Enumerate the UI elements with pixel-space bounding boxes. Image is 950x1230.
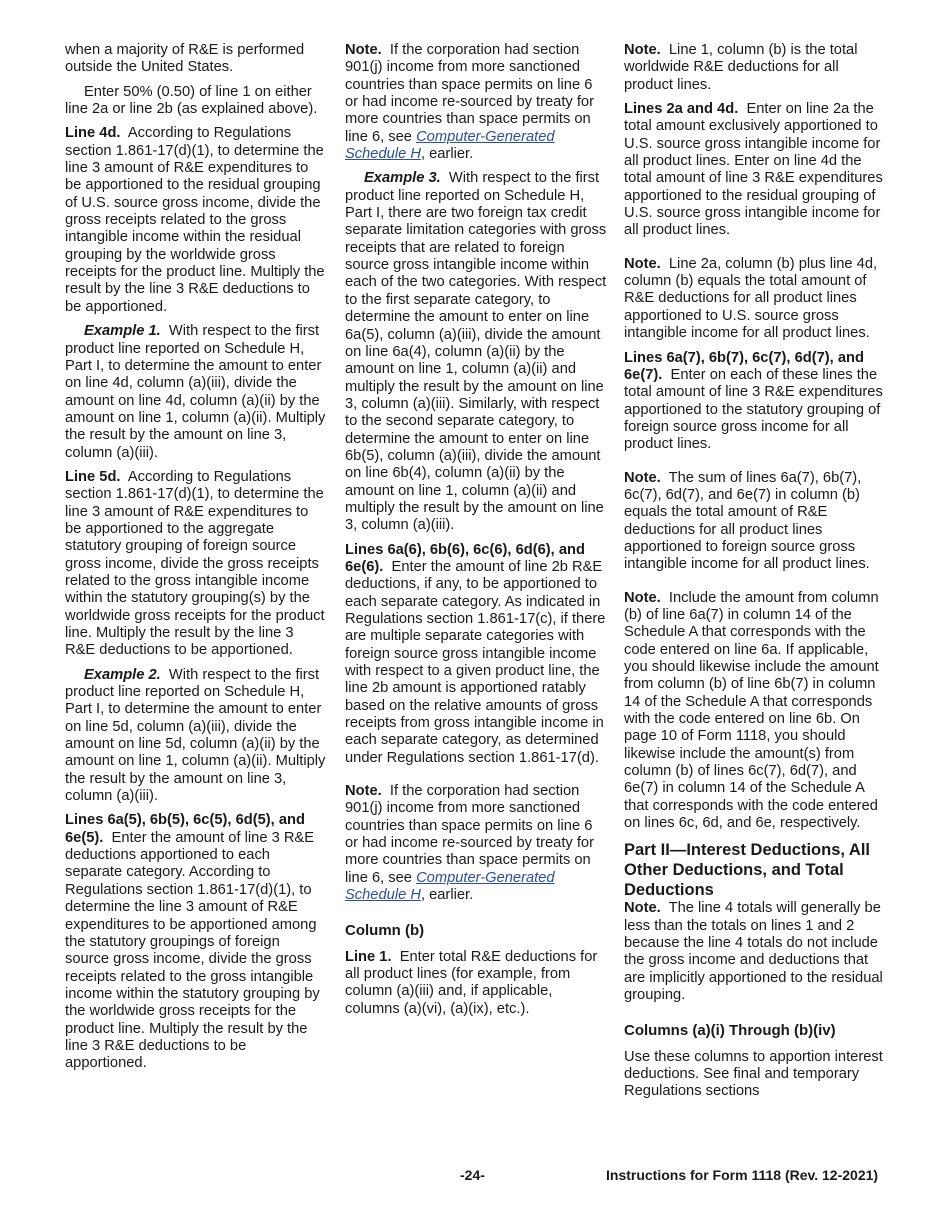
computer-generated-schedule-h-link[interactable]: Computer-Generated Schedule H xyxy=(345,869,555,904)
page-number: -24- xyxy=(460,1167,485,1183)
lead-example-1: Example 1. xyxy=(84,323,161,340)
body-text: The line 4 totals will generally be less than the totals on lines 1 and 2 because the line 4 totals do not include the gross income and deductions that are implicitly apportioned to the residual grouping. xyxy=(624,900,883,1004)
paragraph: Enter 50% (0.50) of line 1 on either line 2a or line 2b (as explained above). xyxy=(65,83,318,118)
note-paragraph xyxy=(345,783,607,904)
paragraph-line-1 xyxy=(345,949,607,1018)
body-text: According to Regulations section 1.861-17(d)(1), to determine the line 3 amount of R&E expenditures to be apportioned to the residual grouping of U.S. source gross income, divide the gross receipts related to the gross intangible income within the residual grouping by the worldwide gross receipts for the product line. Multiply the result by the line 3 R&E deductions to be apportioned. xyxy=(65,125,325,315)
note-label: Note. xyxy=(624,900,661,917)
lead-lines-6-6: Lines 6a(6), 6b(6), 6c(6), 6d(6), and 6e(6). xyxy=(345,541,585,575)
body-text: , earlier. xyxy=(420,887,474,904)
computer-generated-schedule-h-link[interactable]: Computer-Generated Schedule H xyxy=(345,128,555,163)
paragraph-example-1 xyxy=(65,323,327,462)
lead-lines-6-7: Lines 6a(7), 6b(7), 6c(7), 6d(7), and 6e(7). xyxy=(624,349,864,383)
body-text: Enter on line 2a the total amount exclusively apportioned to U.S. source gross intangible income for all product lines. Enter on line 4d the total amount of line 3 R&E expenditures apportioned to the residual grouping of U.S. source gross intangible income for all product lines. xyxy=(624,101,883,239)
note-paragraph xyxy=(624,470,886,574)
body-text: With respect to the first product line reported on Schedule H, Part I, there are two foreign tax credit separate limitation categories with gross receipts that are related to foreign source gross intangible income within each of the two categories. With respect to the first separate category, to determine the amount to enter on line 6a(5), column (a)(iii), divide the amount on line 6a(4), column (a)(ii) by the amount on line 1, column (a)(ii) and multiply the result by the amount on line 3, column (a)(iii). Similarly, with respect to the second separate category, to determine the amount to enter on line 6b(5), column (a)(iii), divide the amount on line 6b(4), column (a)(ii) by the amount on line 1, column (a)(ii) and multiply the result by the amount on line 3, column (a)(iii). xyxy=(345,170,607,534)
lead-example-3: Example 3. xyxy=(364,170,441,187)
paragraph: Use these columns to apportion interest deductions. See final and temporary Regulations sections xyxy=(624,1048,883,1100)
column-b-heading: Column (b) xyxy=(345,921,425,939)
note-paragraph xyxy=(624,256,886,343)
body-text: Line 1, column (b) is the total worldwide R&E deductions for all product lines. xyxy=(624,42,858,93)
note-label: Note. xyxy=(624,255,661,272)
note-label: Note. xyxy=(624,42,661,58)
body-text: The sum of lines 6a(7), 6b(7), 6c(7), 6d(7), and 6e(7) in column (b) equals the total amount of R&E deductions for all product lines apportioned to foreign source gross intangible income for all product lines. xyxy=(624,469,870,573)
note-paragraph xyxy=(624,590,886,833)
body-text: Enter the amount of line 2b R&E deductions, if any, to be apportioned to each separate category. As indicated in Regulations section 1.861-17(c), if there are multiple separate categories with foreign source gross intangible income with respect to a given product line, the line 2b amount is apportioned ratably based on the relative amounts of gross receipts from gross intangible income in each separate category, as determined under Regulations section 1.861-17(d). xyxy=(345,558,606,766)
note-label: Note. xyxy=(624,469,661,486)
note-label: Note. xyxy=(345,42,382,58)
paragraph-lines-6-5 xyxy=(65,812,327,1072)
columns-heading: Columns (a)(i) Through (b)(iv) xyxy=(624,1021,836,1039)
body-text: With respect to the first product line reported on Schedule H, Part I, to determine the amount to enter on line 5d, column (a)(iii), divide the amount on line 5d, column (a)(ii) by the amount on line 1, column (a)(ii). Multiply the result by the amount on line 3, column (a)(iii). xyxy=(65,666,326,805)
note-paragraph xyxy=(624,900,886,1004)
lead-line-1: Line 1. xyxy=(345,948,392,965)
paragraph-line-5d xyxy=(65,469,327,660)
column-3 xyxy=(624,42,886,1108)
paragraph-line-4d xyxy=(65,125,327,316)
body-text: Enter the amount of line 3 R&E deductions apportioned to each separate category. According to Regulations section 1.861-17(d)(1), to determine the line 3 amount of R&E expenditures to be apportioned among the statutory groupings of foreign source gross income, divide the gross receipts related to the gross intangible income within the statutory grouping by the worldwide gross receipts for the product line. Multiply the result by the line 3 R&E deductions to be apportioned. xyxy=(65,829,320,1072)
paragraph-example-3 xyxy=(345,170,607,534)
paragraph: when a majority of R&E is performed outside the United States. xyxy=(65,42,305,76)
note-label: Note. xyxy=(624,589,661,606)
paragraph-lines-2a-4d xyxy=(624,101,886,240)
form-title: Instructions for Form 1118 (Rev. 12-2021) xyxy=(606,1167,879,1183)
lead-line-5d: Line 5d. xyxy=(65,468,121,485)
note-label: Note. xyxy=(345,783,382,800)
body-text: With respect to the first product line reported on Schedule H, Part I, to determine the amount to enter on line 4d, column (a)(iii), divide the amount on line 4d, column (a)(ii) by the amount on line 1, column (a)(ii). Multiply the result by the amount on line 3, column (a)(iii). xyxy=(65,323,326,461)
body-text: Enter on each of these lines the total amount of line 3 R&E expenditures apportioned to the statutory grouping of foreign source gross income for all product lines. xyxy=(624,366,883,453)
lead-line-4d: Line 4d. xyxy=(65,125,121,142)
body-text: Enter total R&E deductions for all product lines (for example, from column (a)(iii) and, if applicable, columns (a)(vi), (a)(ix), etc.). xyxy=(345,948,598,1017)
note-paragraph xyxy=(624,42,886,94)
part-2-heading: Part II—Interest Deductions, All Other Deductions, and Total Deductions xyxy=(624,841,871,900)
lead-lines-6-5: Lines 6a(5), 6b(5), 6c(5), 6d(5), and 6e(5). xyxy=(65,812,305,846)
paragraph-example-2 xyxy=(65,667,327,806)
body-text: According to Regulations section 1.861-17(d)(1), to determine the line 3 amount of R&E expenditures to be apportioned to the aggregate statutory grouping of foreign source gross income, divide the gross receipts related to the gross intangible income within the statutory grouping(s) by the worldwide gross receipts for the product line. Multiply the result by the line 3 R&E deductions to be apportioned. xyxy=(65,468,325,659)
column-2 xyxy=(345,42,607,1025)
body-text: If the corporation had section 901(j) income from more sanctioned countries than space permits on line 6 or had income re-sourced by treaty for more countries than space permits on line 6, see xyxy=(345,783,594,886)
body-text: Include the amount from column (b) of line 6a(7) in column 14 of the Schedule A that corresponds with the code entered on line 6a. If applicable, you should likewise include the amount from column (b) of line 6b(7) in column 14 of the Schedule A that corresponds with the code entered on line 6b. On page 10 of Form 1118, you should likewise include the amount(s) from column (b) of lines 6c(7), 6d(7), and 6e(7) in column 14 of the Schedule A that corresponds with the code entered on lines 6c, 6d, and 6e, respectively. xyxy=(624,589,879,832)
note-paragraph xyxy=(345,42,607,163)
column-1 xyxy=(65,42,327,1080)
paragraph-lines-6-7 xyxy=(624,350,886,454)
body-text: Line 2a, column (b) plus line 4d, column (b) equals the total amount of R&E deductions for all product lines apportioned to U.S. source gross intangible income for all product lines. xyxy=(624,255,878,342)
body-text: If the corporation had section 901(j) income from more sanctioned countries than space permits on line 6 or had income re-sourced by treaty for more countries than space permits on line 6, see xyxy=(345,42,594,145)
lead-lines-2a-4d: Lines 2a and 4d. xyxy=(624,101,739,118)
paragraph-lines-6-6 xyxy=(345,542,607,767)
lead-example-2: Example 2. xyxy=(84,666,161,683)
body-text: , earlier. xyxy=(420,146,474,163)
